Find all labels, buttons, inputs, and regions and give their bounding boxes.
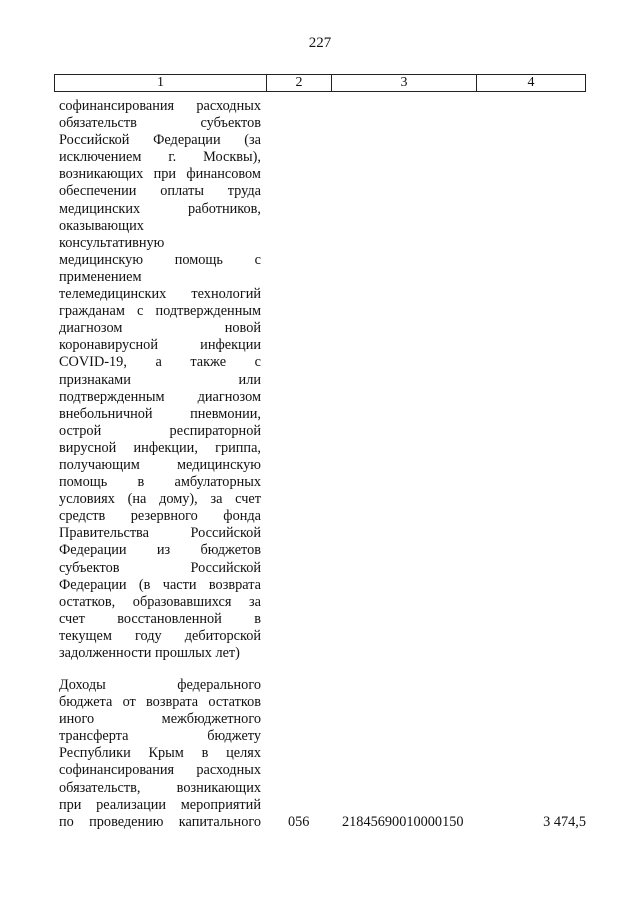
description-line: бюджета от возврата остатков xyxy=(59,694,261,711)
description-line: трансферта бюджету xyxy=(59,728,261,745)
revenue-description-1 xyxy=(59,98,261,662)
description-line: счет восстановленной в xyxy=(59,610,261,627)
description-line: помощь в амбулаторных xyxy=(59,474,261,491)
description-line: гражданам с подтвержденным xyxy=(59,303,261,320)
description-line: внебольничной пневмонии, xyxy=(59,405,261,422)
description-line: применением xyxy=(59,268,142,285)
description-line: иного межбюджетного xyxy=(59,711,261,728)
description-line: диагнозом новой xyxy=(59,320,261,337)
description-line: исключением г. Москвы), xyxy=(59,149,261,166)
description-line: возникающих при финансовом xyxy=(59,166,261,183)
description-line: Республики Крым в целях xyxy=(59,745,261,762)
revenue-description-2 xyxy=(59,677,261,831)
page-number: 227 xyxy=(308,35,332,51)
description-line: Правительства Российской xyxy=(59,525,261,542)
description-line: консультативную xyxy=(59,234,165,251)
description-line: субъектов Российской xyxy=(59,559,261,576)
amount-value: 3 474,5 xyxy=(543,814,586,830)
description-line: при реализации мероприятий xyxy=(59,796,261,813)
description-line: подтвержденным диагнозом xyxy=(59,388,261,405)
admin-code: 056 xyxy=(288,814,310,830)
description-line: задолженности прошлых лет) xyxy=(59,645,240,661)
description-line: текущем году дебиторской xyxy=(59,627,261,644)
description-line: вирусной инфекции, гриппа, xyxy=(59,439,261,456)
kbk-code: 21845690010000150 xyxy=(342,814,464,830)
description-line: коронавирусной инфекции xyxy=(59,337,261,354)
header-col-2: 2 xyxy=(266,75,331,91)
description-line: Российской Федерации (за xyxy=(59,132,261,149)
description-line: средств резервного фонда xyxy=(59,508,261,525)
description-line: Доходы федерального xyxy=(59,677,261,693)
description-line: по проведению капитального xyxy=(59,813,261,830)
description-line: Федерации (в части возврата xyxy=(59,576,261,593)
description-line: оказывающих xyxy=(59,217,144,234)
description-line: медицинскую помощь с xyxy=(59,251,261,268)
description-line: софинансирования расходных xyxy=(59,98,261,114)
description-line: софинансирования расходных xyxy=(59,762,261,779)
header-col-1: 1 xyxy=(157,75,164,90)
description-line: условиях (на дому), за счет xyxy=(59,491,261,508)
header-col-3: 3 xyxy=(331,75,476,91)
description-line: медицинских работников, xyxy=(59,200,261,217)
description-line: получающим медицинскую xyxy=(59,456,261,473)
header-col-4: 4 xyxy=(476,75,585,91)
description-line: остатков, образовавшихся за xyxy=(59,593,261,610)
description-line: обязательств, возникающих xyxy=(59,779,261,796)
table-header-row xyxy=(54,74,586,92)
description-line: COVID-19, а также с xyxy=(59,354,261,371)
description-line: Федерации из бюджетов xyxy=(59,542,261,559)
description-line: обеспечении оплаты труда xyxy=(59,183,261,200)
description-line: обязательств субъектов xyxy=(59,115,261,132)
description-line: признаками или xyxy=(59,371,261,388)
description-line: телемедицинских технологий xyxy=(59,286,261,303)
description-line: острой респираторной xyxy=(59,422,261,439)
